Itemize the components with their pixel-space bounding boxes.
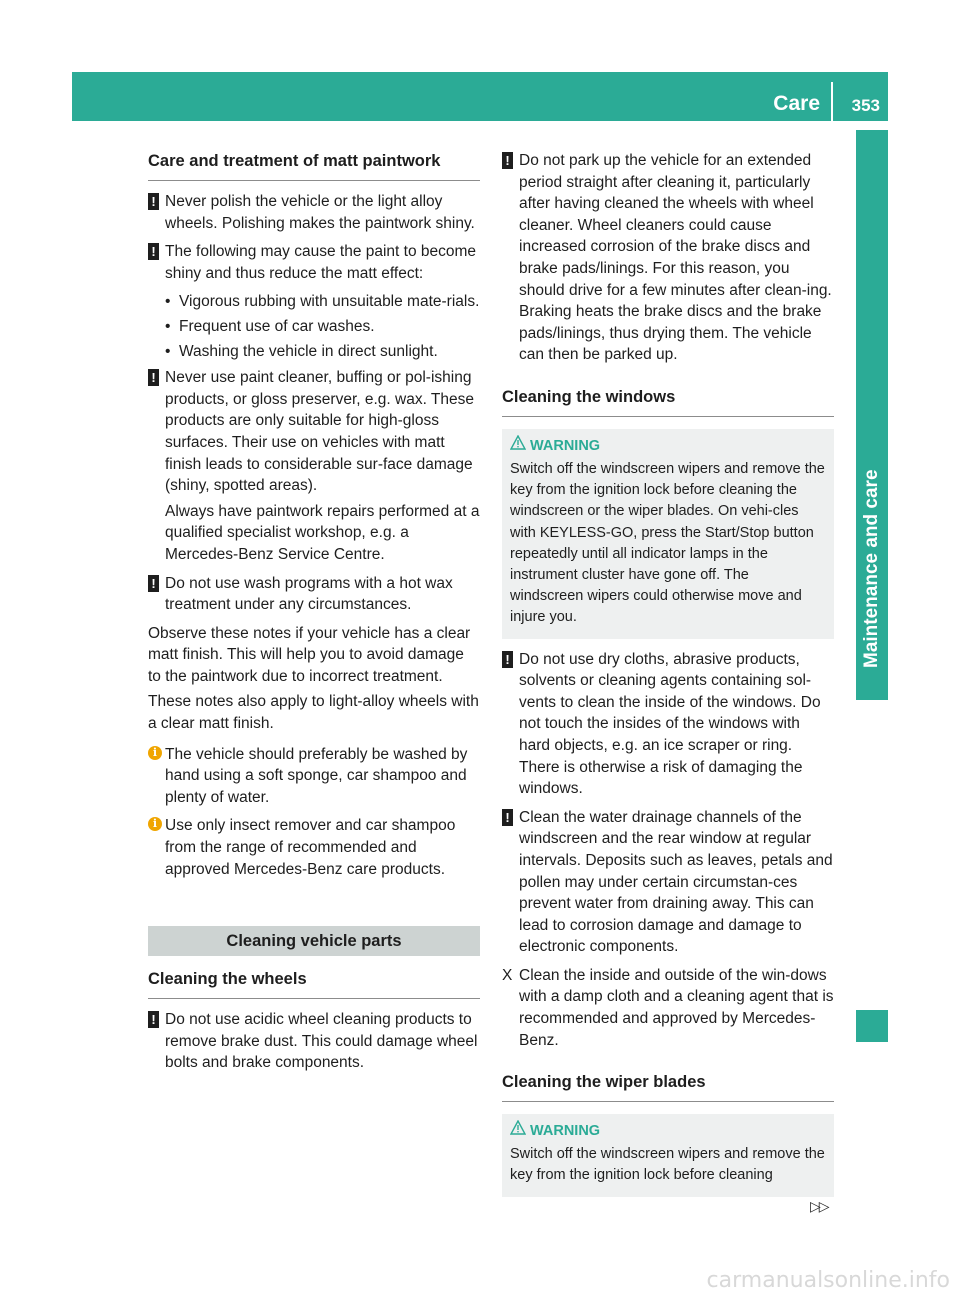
warning-text: Switch off the windscreen wipers and remove the key from the ignition lock before cleaning <box>510 1146 825 1184</box>
info-item <box>148 744 480 809</box>
note-text: Never polish the vehicle or the light alloy wheels. Polishing makes the paintwork shiny. <box>165 193 475 232</box>
section-heading: Cleaning vehicle parts <box>148 926 480 956</box>
note-text: The following may cause the paint to become shiny and thus reduce the matt effect: <box>165 243 477 282</box>
warning-triangle-icon <box>510 435 528 450</box>
page-number: 353 <box>851 96 880 115</box>
info-text: Use only insect remover and car shampoo from the range of recommended and approved Mercedes-Benz care products. <box>165 817 456 878</box>
watermark: carmanualsonline.info <box>706 1268 950 1293</box>
note-item <box>502 150 834 366</box>
instruction-item <box>502 965 834 1051</box>
instruction-text: Clean the inside and outside of the win-dows with a damp cloth and a cleaning agent that is recommended and approved by Mercedes-Benz. <box>519 966 834 1049</box>
wiper-blades-heading: Cleaning the wiper blades <box>502 1071 834 1102</box>
matt-paintwork-heading: Care and treatment of matt paintwork <box>148 150 480 181</box>
header-bar <box>72 72 888 121</box>
exclamation-icon: ! <box>502 809 513 826</box>
note-text: Do not park up the vehicle for an extended period straight after cleaning it, particularly after having cleaned the wheels with wheel cleaner. Wheel cleaners could cause increased corrosion of the brake discs and brake pads/linings. For this reason, you should drive for a few minutes after clean-ing. Braking heats the brake discs and the brake pads/linings, thus drying them. The vehicle can then be parked up. <box>519 152 832 364</box>
note-item <box>502 807 834 958</box>
bullet-item: • Frequent use of car washes. <box>165 316 480 338</box>
exclamation-icon: ! <box>148 243 159 260</box>
exclamation-icon: ! <box>148 193 159 210</box>
wheels-heading: Cleaning the wheels <box>148 968 480 999</box>
warning-title <box>510 435 826 457</box>
info-item <box>148 815 480 880</box>
note-item <box>148 367 480 565</box>
note-item <box>502 649 834 800</box>
body-paragraph: Observe these notes if your vehicle has a clear matt finish. This will help you to avoid damage to the paintwork due to incorrect treatment. <box>148 624 471 685</box>
note-text: Do not use dry cloths, abrasive products, solvents or cleaning agents containing sol-vents to clean the inside of the windows. Do not touch the insides of the windows with hard objects, e.g. an ice scraper or ring. There is otherwise a risk of damaging the windows. <box>519 650 821 798</box>
body-paragraph: These notes also apply to light-alloy wheels with a clear matt finish. <box>148 693 479 733</box>
note-text: Clean the water drainage channels of the windscreen and the rear window at regular intervals. Deposits such as leaves, petals and pollen may under certain circumstan-ces prevent water from draining away. This can lead to corrosion damage and damage to electronic components. <box>519 808 833 956</box>
warning-box <box>502 1114 834 1196</box>
exclamation-icon: ! <box>148 369 159 386</box>
note-item <box>148 241 480 284</box>
warning-triangle-icon <box>510 1120 528 1135</box>
exclamation-icon: ! <box>148 1011 159 1028</box>
exclamation-icon: ! <box>502 152 513 169</box>
warning-label: WARNING <box>530 1123 601 1140</box>
exclamation-icon: ! <box>502 651 513 668</box>
note-text: Do not use acidic wheel cleaning products to remove brake dust. This could damage wheel bolts and brake components. <box>165 1011 478 1072</box>
bullet-item: • Vigorous rubbing with unsuitable mate-rials. <box>165 291 480 313</box>
continue-arrows-icon: ▷▷ <box>810 1198 828 1214</box>
note-item <box>148 573 480 616</box>
info-icon: i <box>148 817 162 831</box>
note-item <box>148 191 480 234</box>
note-text: Always have paintwork repairs performed at a qualified specialist workshop, e.g. a Mercedes-Benz Service Centre. <box>165 502 480 563</box>
bullet-item: • Washing the vehicle in direct sunlight. <box>165 341 480 363</box>
info-text: The vehicle should preferably be washed by hand using a soft sponge, car shampoo and plenty of water. <box>165 745 468 806</box>
page-section-title: Care <box>773 92 820 115</box>
warning-title <box>510 1120 826 1142</box>
note-item <box>148 1009 480 1074</box>
header-divider <box>831 82 833 121</box>
chapter-side-tab-label: Maintenance and care <box>861 469 882 668</box>
left-column <box>148 150 480 1081</box>
chapter-side-tab <box>856 130 888 700</box>
windows-heading: Cleaning the windows <box>502 386 834 417</box>
side-marker <box>856 1010 888 1042</box>
note-text: Never use paint cleaner, buffing or pol-ishing products, or gloss preserver, e.g. wax. These products are only suitable for high-gloss surfaces. Their use on vehicles with matt finish leads to considerable sur-face damage (shiny, spotted areas). <box>165 369 475 495</box>
instruction-arrow-icon: X <box>502 966 513 984</box>
warning-label: WARNING <box>530 437 601 454</box>
exclamation-icon: ! <box>148 575 159 592</box>
warning-text: Switch off the windscreen wipers and remove the key from the ignition lock before cleaning the windscreen or the wiper blades. On vehi-cles with KEYLESS-GO, press the Start/Stop button repeatedly until all indicator lamps in the instrument cluster have gone off. The windscreen wipers could otherwise move and injure you. <box>510 460 825 626</box>
bullet-list <box>165 291 480 362</box>
info-icon: i <box>148 746 162 760</box>
warning-box <box>502 429 834 639</box>
right-column <box>502 150 834 1207</box>
note-text: Do not use wash programs with a hot wax treatment under any circumstances. <box>165 574 453 614</box>
